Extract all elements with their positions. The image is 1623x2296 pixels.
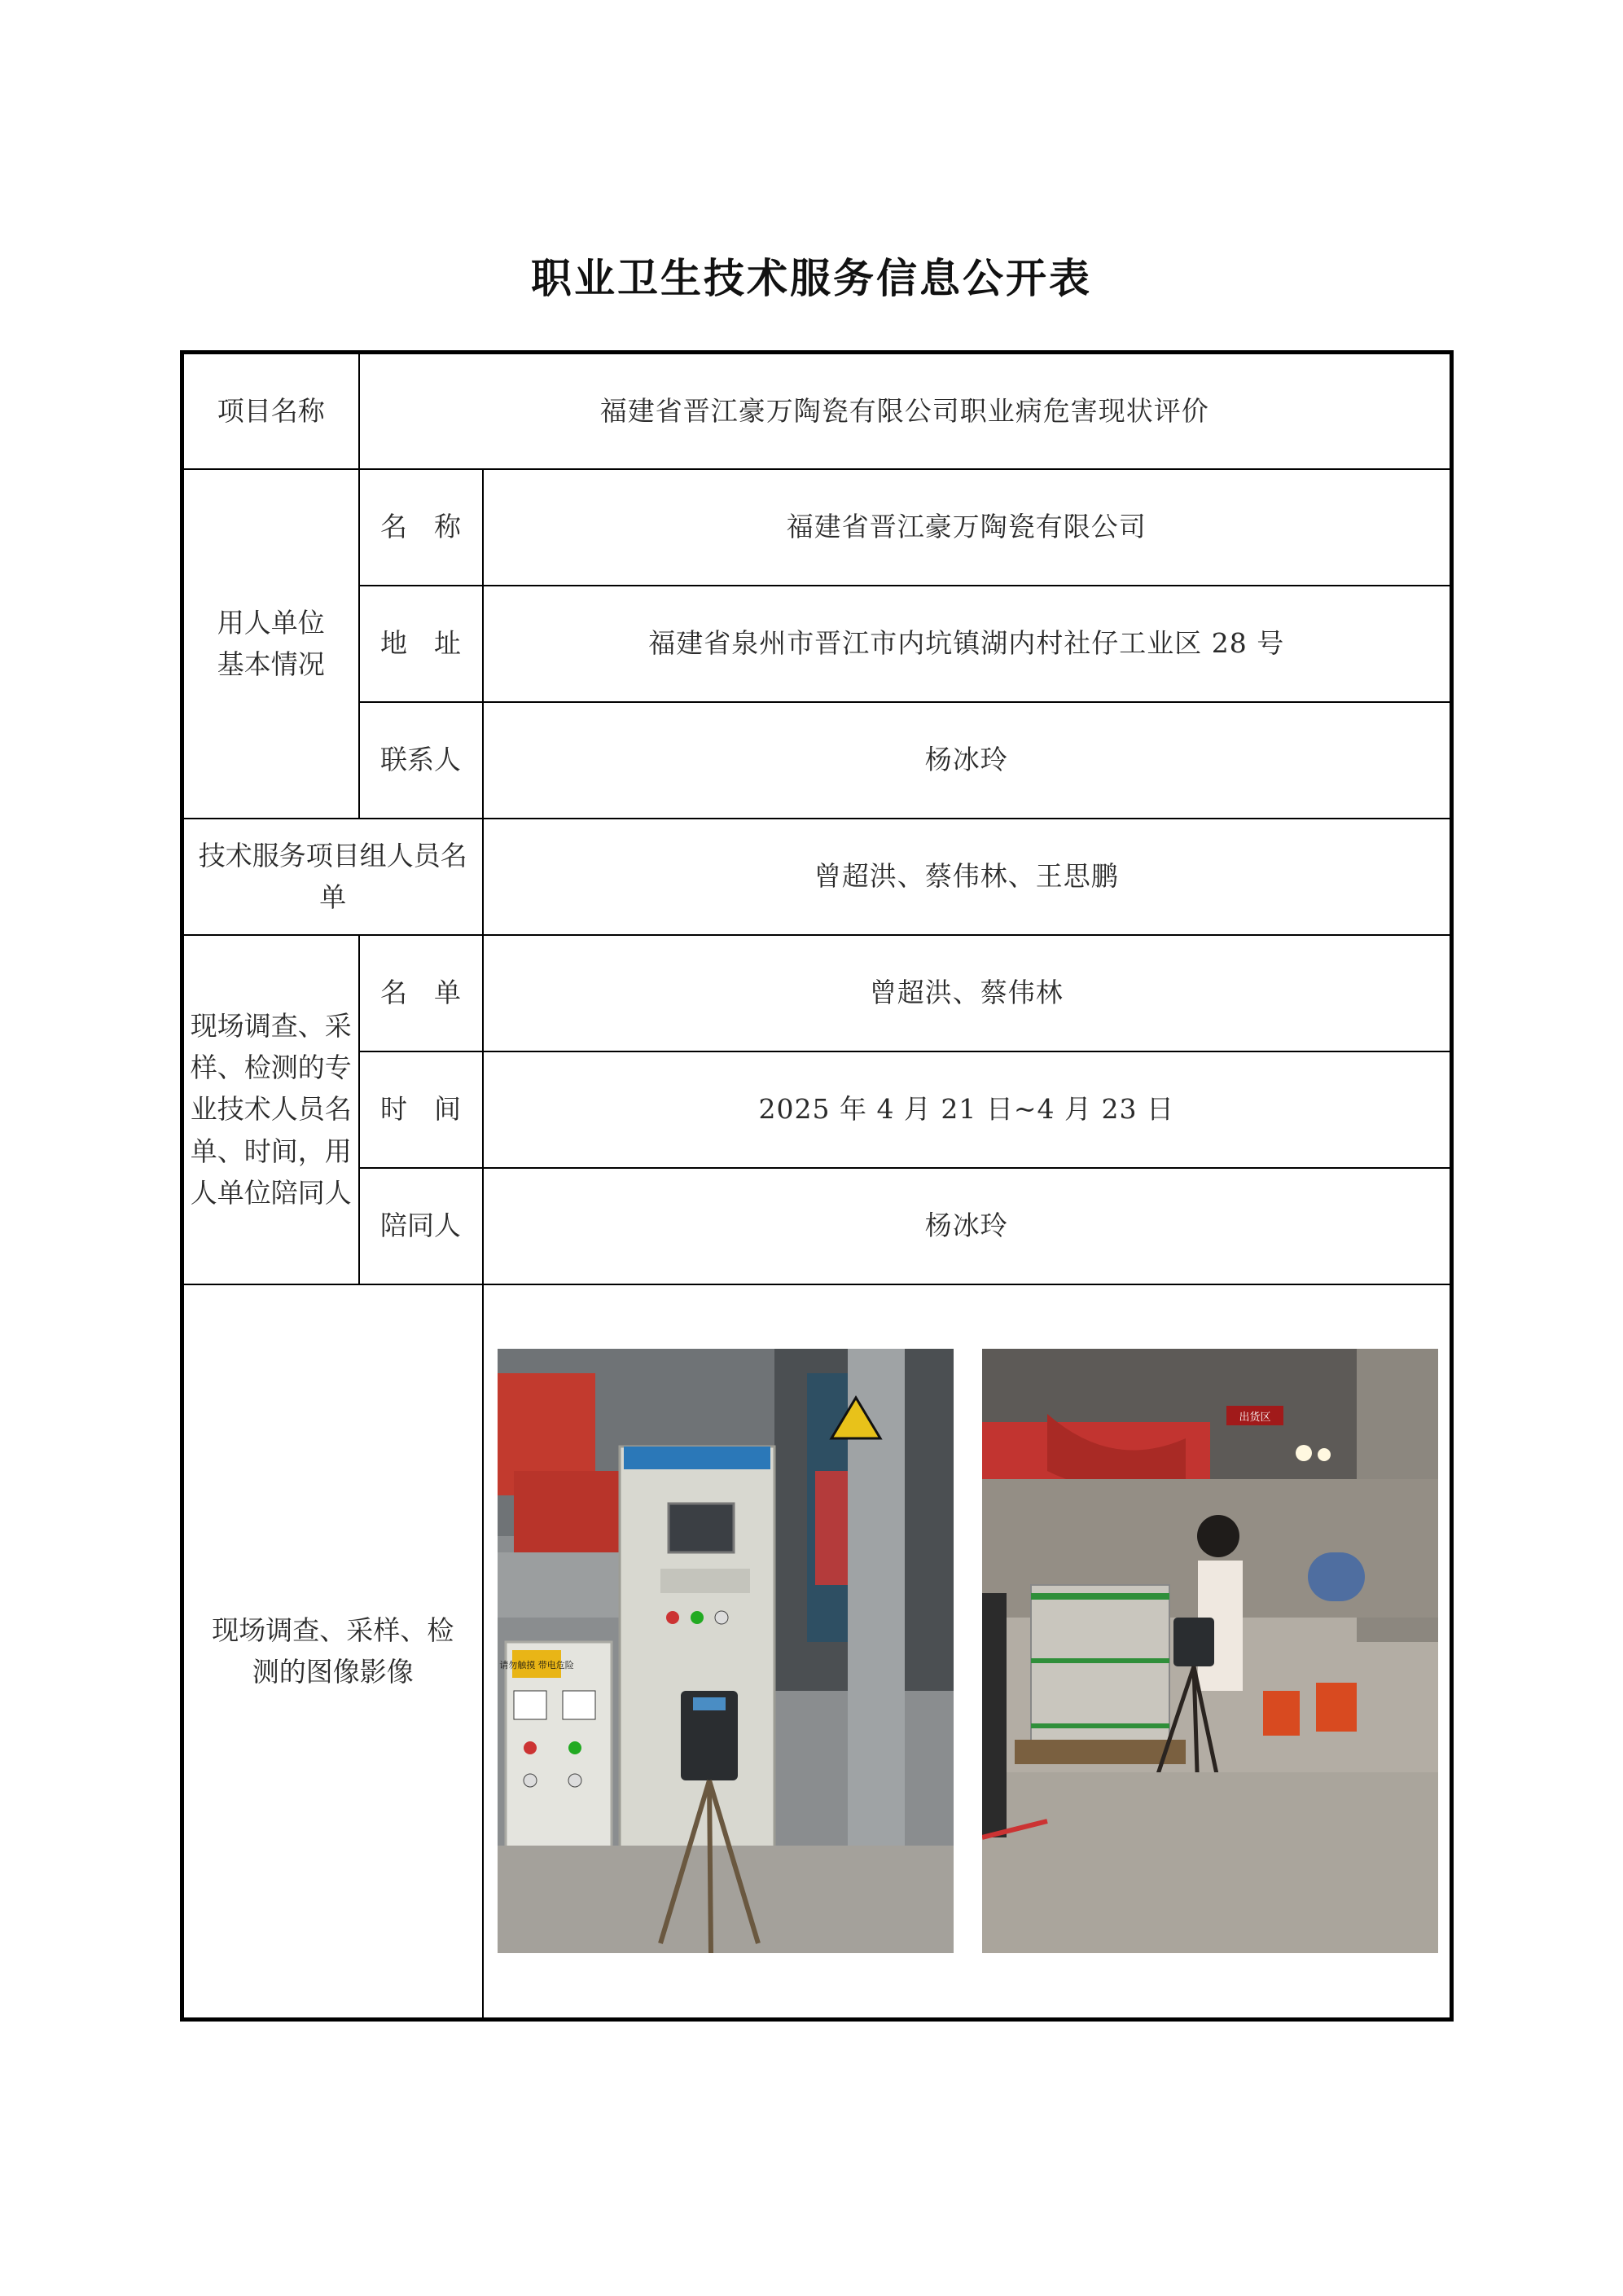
team-label: 技术服务项目组人员名单 [182, 819, 483, 935]
onsite-time-value: 2025 年 4 月 21 日~4 月 23 日 [483, 1051, 1452, 1168]
employer-name-label: 名 称 [359, 469, 483, 586]
employer-address-label: 地 址 [359, 586, 483, 702]
onsite-label: 现场调查、采样、检测的专业技术人员名单、时间，用人单位陪同人 [182, 935, 359, 1284]
images-cell [483, 1284, 1452, 2020]
press-photo-sign: 请勿触摸 带电危险 [498, 1659, 574, 1670]
employer-label-text: 用人单位 基本情况 [217, 606, 325, 680]
row-onsite-time [182, 1051, 1452, 1168]
project-name-label: 项目名称 [182, 353, 359, 469]
onsite-time-label: 时 间 [359, 1051, 483, 1168]
images-label: 现场调查、采样、检测的图像影像 [182, 1284, 483, 2020]
project-name-value: 福建省晋江豪万陶瓷有限公司职业病危害现状评价 [359, 353, 1452, 469]
team-value: 曾超洪、蔡伟林、王思鹏 [483, 819, 1452, 935]
onsite-escort-label: 陪同人 [359, 1168, 483, 1284]
workshop-photo-sign: 出货区 [1238, 1411, 1271, 1424]
row-onsite-list [182, 935, 1452, 1051]
employer-address-value: 福建省泉州市晋江市内坑镇湖内村社仔工业区 28 号 [483, 586, 1452, 702]
employer-contact-value: 杨冰玲 [483, 702, 1452, 819]
employer-label [182, 469, 359, 819]
row-employer-address [182, 586, 1452, 702]
row-team [182, 819, 1452, 935]
site-photo-press-machine [498, 1349, 954, 1953]
info-table [180, 350, 1454, 2022]
row-employer-name [182, 469, 1452, 586]
employer-name-value: 福建省晋江豪万陶瓷有限公司 [483, 469, 1452, 586]
row-images [182, 1284, 1452, 2020]
onsite-list-value: 曾超洪、蔡伟林 [483, 935, 1452, 1051]
row-project-name [182, 353, 1452, 469]
employer-contact-label: 联系人 [359, 702, 483, 819]
site-photo-workshop [982, 1349, 1438, 1953]
row-employer-contact [182, 702, 1452, 819]
onsite-escort-value: 杨冰玲 [483, 1168, 1452, 1284]
page-title: 职业卫生技术服务信息公开表 [531, 255, 1092, 302]
onsite-list-label: 名 单 [359, 935, 483, 1051]
row-onsite-escort [182, 1168, 1452, 1284]
